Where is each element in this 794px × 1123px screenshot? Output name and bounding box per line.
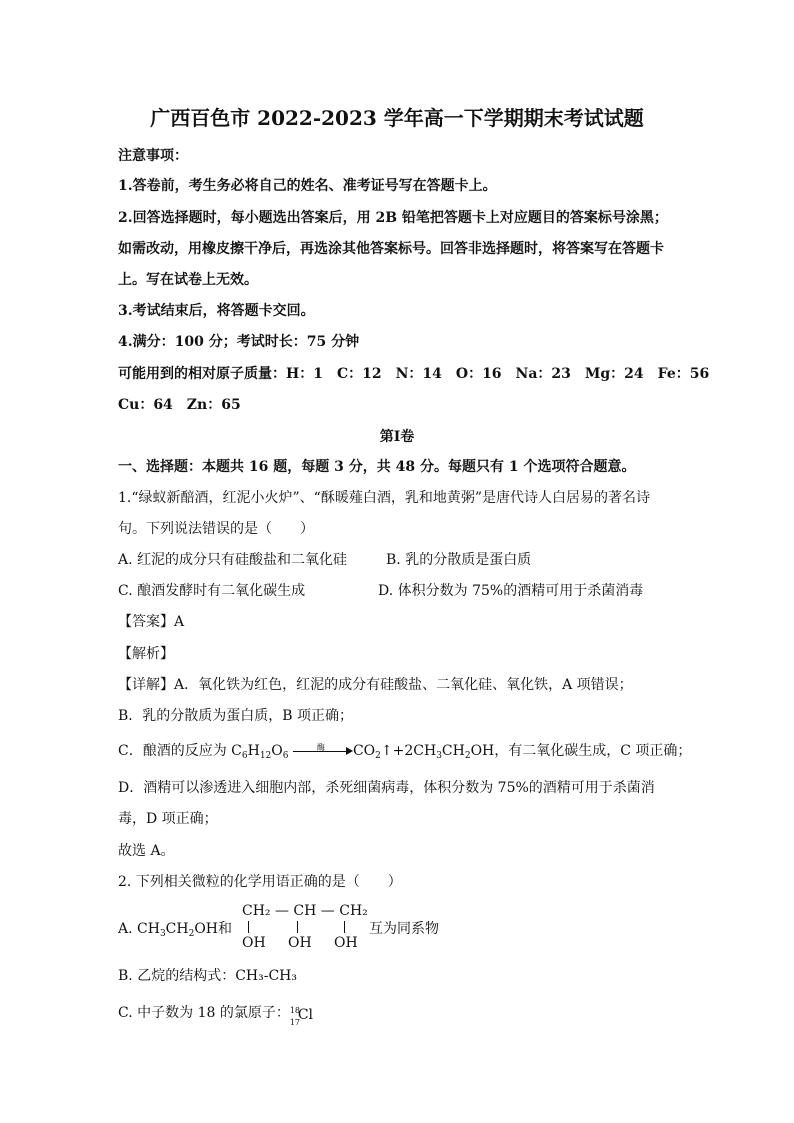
note-1: 1.答卷前，考生务必将自己的姓名、准考证号写在答题卡上。	[118, 178, 497, 194]
q1-detail-a: 【详解】A．氧化铁为红色，红泥的成分有硅酸盐、二氧化硅、氧化铁，A 项错误；	[118, 677, 633, 693]
notes-heading: 注意事项：	[118, 148, 188, 164]
atomic-masses-2: Cu：64 Zn：65	[118, 397, 241, 413]
reaction-arrow	[293, 744, 353, 758]
page-title: 广西百色市 2022-2023 学年高一下学期期末考试试题	[150, 106, 644, 130]
catalyst-label: 酶	[316, 743, 325, 752]
q1-option-b: B. 乳的分散质是蛋白质	[386, 552, 532, 568]
q2-option-c: C. 中子数为 18 的氯原子： 18 17 Cl	[118, 1005, 314, 1027]
q1-option-c: C. 酿酒发酵时有二氧化碳生成	[118, 583, 306, 599]
q1-analysis-label: 【解析】	[118, 646, 174, 662]
bond-3	[344, 921, 345, 933]
note-2a: 2.回答选择题时，每小题选出答案后，用 2B 铅笔把答题卡上对应题目的答案标号涂黑；	[118, 210, 668, 226]
q1-detail-d-a: D．酒精可以渗透进入细胞内部，杀死细菌病毒，体积分数为 75%的酒精可用于杀菌消	[118, 780, 655, 796]
note-2b: 如需改动，用橡皮擦干净后，再选涂其他答案标号。回答非选择题时，将答案写在答题卡	[118, 241, 664, 257]
q1-conclusion: 故选 A。	[118, 843, 175, 859]
hydroxyl-2: OH	[288, 935, 312, 951]
hydroxyl-3: OH	[334, 935, 358, 951]
note-3: 3.考试结束后，将答题卡交回。	[118, 303, 315, 319]
chlorine-isotope: 18 17 Cl	[289, 1006, 314, 1027]
note-4: 4.满分：100 分；考试时长：75 分钟	[118, 334, 360, 350]
q2-and: 和	[218, 921, 233, 937]
q1-detail-b: B．乳的分散质为蛋白质，B 项正确；	[118, 708, 354, 724]
q1-stem-b: 句。下列说法错误的是（ ）	[118, 521, 314, 537]
q1-stem-a: 1.“绿蚁新醅酒，红泥小火炉”、“酥暖薤白酒，乳和地黄粥”是唐代诗人白居易的著名诗	[118, 490, 650, 506]
q1-option-a: A. 红泥的成分只有硅酸盐和二氧化硅	[118, 552, 348, 568]
q1-answer: 【答案】A	[118, 614, 185, 630]
note-2c: 上。写在试卷上无效。	[118, 272, 258, 288]
bond-2	[297, 921, 298, 933]
q1-detail-c: C．酿酒的反应为 $C_6H_{12}O_6$ 酶 $CO_2↑+2CH_3CH_2OH$，有二氧化碳生成，C 项正确；	[118, 741, 691, 766]
q2-option-a-suffix: 互为同系物	[369, 921, 439, 937]
q1-c-suffix: ，有二氧化碳生成，C 项正确；	[494, 743, 692, 759]
atomic-masses-1: 可能用到的相对原子质量：H：1 C：12 N：14 O：16 Na：23 Mg：24 Fe：56	[118, 366, 710, 382]
bond-1	[248, 921, 249, 933]
volume-label: 第Ⅰ卷	[379, 429, 415, 445]
glycerol-backbone: CH₂ — CH — CH₂	[242, 903, 368, 919]
q2-option-a-ethanol: A. $CH_3CH_2OH$和	[118, 921, 233, 939]
q1-detail-d-b: 毒，D 项正确；	[118, 811, 218, 827]
hydroxyl-1: OH	[242, 935, 266, 951]
q1-option-d: D. 体积分数为 75%的酒精可用于杀菌消毒	[378, 583, 644, 599]
q1-c-prefix: C．酿酒的反应为 C	[118, 743, 242, 759]
q2-stem: 2. 下列相关微粒的化学用语正确的是（ ）	[118, 874, 402, 890]
q2-option-b: B. 乙烷的结构式：CH₃-CH₃	[118, 968, 297, 984]
section-heading: 一、选择题：本题共 16 题，每题 3 分，共 48 分。每题只有 1 个选项符合题意。	[118, 459, 636, 475]
